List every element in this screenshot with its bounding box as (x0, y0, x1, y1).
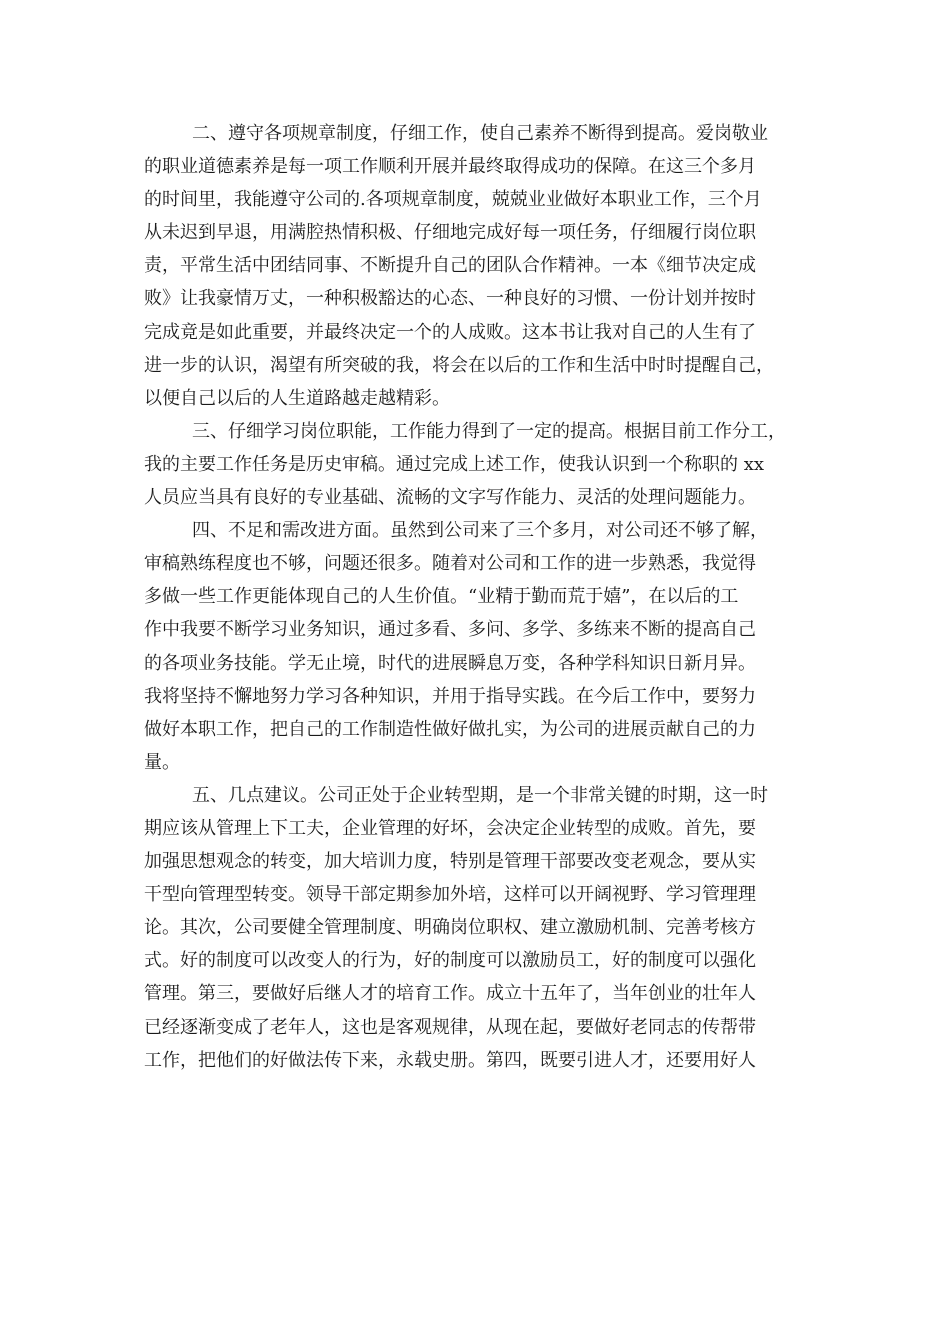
paragraph-first-line: 二、遵守各项规章制度，仔细工作，使自己素养不断得到提高。爱岗敬业 (192, 123, 768, 144)
text-line: 败》让我豪情万丈，一种积极豁达的心态、一种良好的习惯、一份计划并按时 (144, 288, 756, 310)
text-line: 审稿熟练程度也不够，问题还很多。随着对公司和工作的进一步熟悉，我觉得 (144, 553, 756, 575)
text-line: 以便自己以后的人生道路越走越精彩。 (144, 387, 450, 409)
text-line: 完成竟是如此重要，并最终决定一个的人成败。这本书让我对自己的人生有了 (144, 321, 756, 343)
text-line: 的各项业务技能。学无止境，时代的进展瞬息万变，各种学科知识日新月异。 (144, 652, 756, 674)
document-body (144, 117, 808, 1077)
text-line: 做好本职工作，把自己的工作制造性做好做扎实，为公司的进展贡献自己的力 (144, 718, 756, 740)
text-line: 管理。第三，要做好后继人才的培育工作。成立十五年了，当年创业的壮年人 (144, 983, 756, 1005)
text-line: 加强思想观念的转变，加大培训力度，特别是管理干部要改变老观念，要从实 (144, 851, 756, 873)
text-line: 我的主要工作任务是历史审稿。通过完成上述工作，使我认识到一个称职的 xx (144, 453, 765, 475)
paragraph-first-line: 三、仔细学习岗位职能，工作能力得到了一定的提高。根据目前工作分工， (192, 420, 786, 442)
text-line: 已经逐渐变成了老年人，这也是客观规律，从现在起，要做好老同志的传帮带 (144, 1016, 756, 1038)
text-line: 多做一些工作更能体现自己的人生价值。“业精于勤而荒于嬉”，在以后的工 (144, 586, 739, 608)
text-line: 论。其次，公司要健全管理制度、明确岗位职权、建立激励机制、完善考核方 (144, 917, 756, 939)
text-line: 的时间里，我能遵守公司的.各项规章制度，兢兢业业做好本职业工作，三个月 (144, 189, 762, 211)
text-line: 我将坚持不懈地努力学习各种知识，并用于指导实践。在今后工作中，要努力 (144, 685, 756, 707)
text-line: 期应该从管理上下工夫，企业管理的好坏，会决定企业转型的成败。首先，要 (144, 817, 756, 839)
text-line: 进一步的认识，渴望有所突破的我，将会在以后的工作和生活中时时提醒自己， (144, 354, 774, 376)
text-line: 作中我要不断学习业务知识，通过多看、多问、多学、多练来不断的提高自己 (144, 619, 756, 641)
paragraph-first-line: 四、不足和需改进方面。虽然到公司来了三个多月，对公司还不够了解， (192, 520, 768, 542)
paragraph-first-line: 五、几点建议。公司正处于企业转型期，是一个非常关键的时期，这一时 (192, 784, 768, 806)
text-line: 量。 (144, 751, 180, 773)
text-line: 干型向管理型转变。领导干部定期参加外培，这样可以开阔视野、学习管理理 (144, 884, 756, 906)
text-line: 从未迟到早退，用满腔热情积极、仔细地完成好每一项任务，仔细履行岗位职 (144, 222, 756, 244)
text-line: 的职业道德素养是每一项工作顺利开展并最终取得成功的保障。在这三个多月 (144, 156, 756, 178)
text-line: 工作，把他们的好做法传下来，永载史册。第四，既要引进人才，还要用好人 (144, 1049, 756, 1071)
text-line: 人员应当具有良好的专业基础、流畅的文字写作能力、灵活的处理问题能力。 (144, 487, 756, 509)
text-line: 式。好的制度可以改变人的行为，好的制度可以激励员工，好的制度可以强化 (144, 950, 756, 972)
text-line: 责，平常生活中团结同事、不断提升自己的团队合作精神。一本《细节决定成 (144, 255, 756, 277)
